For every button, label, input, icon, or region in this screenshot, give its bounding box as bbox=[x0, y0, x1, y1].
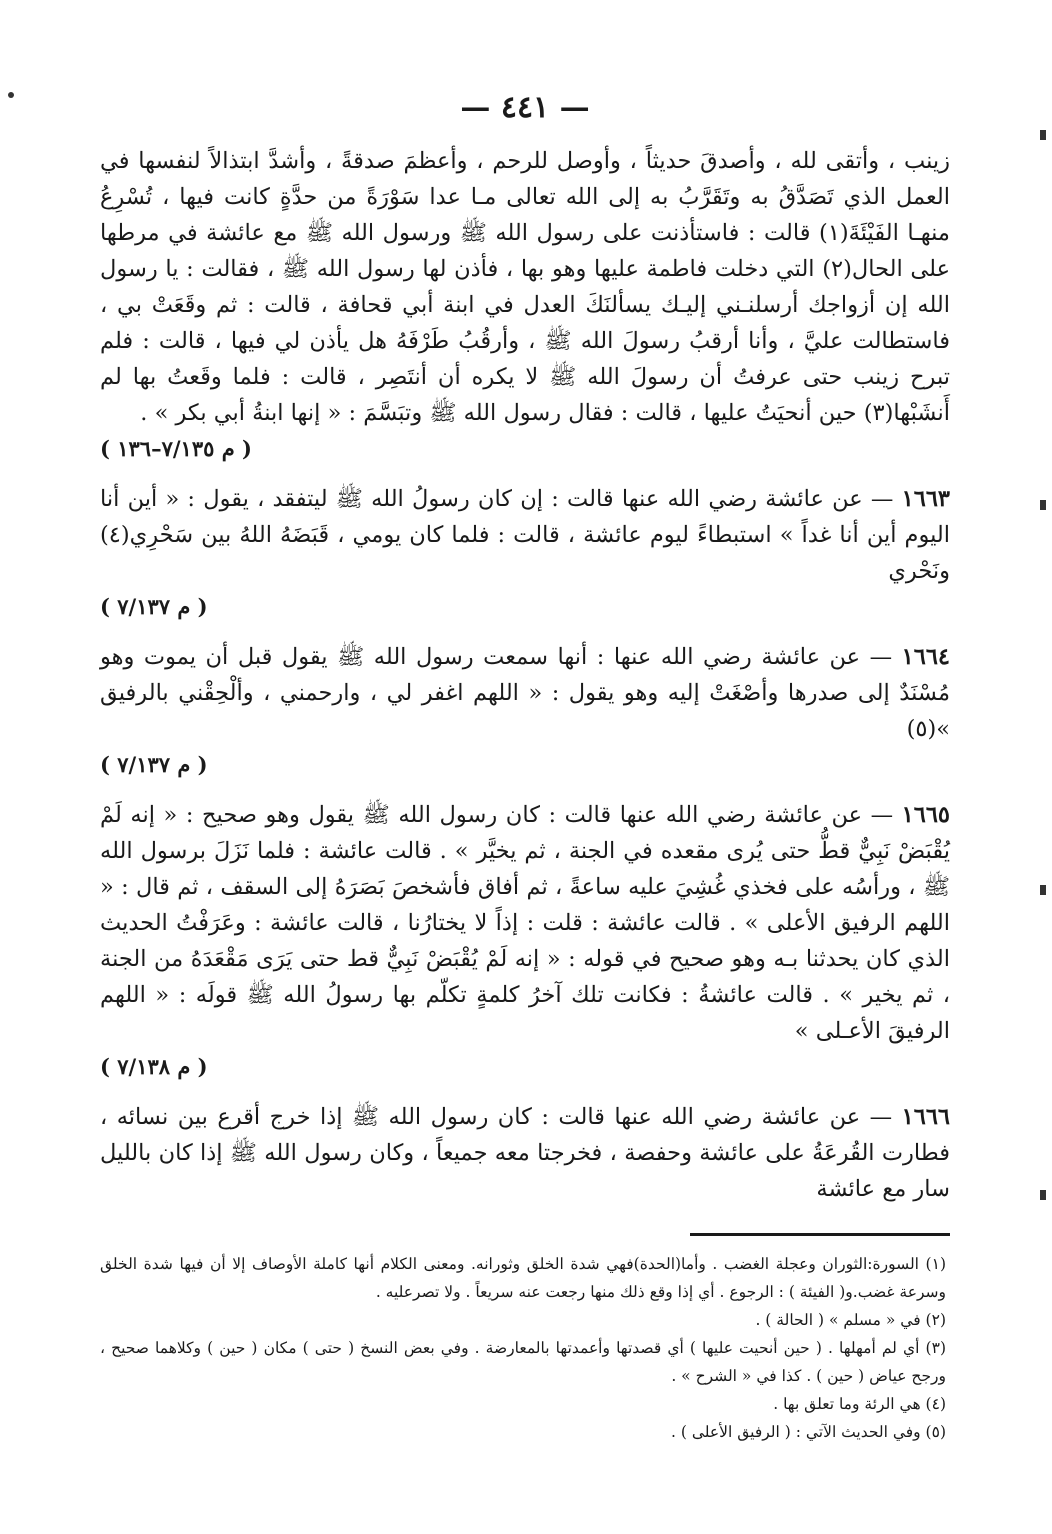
hadith-text: — عن عائشة رضي الله عنها قالت : كان رسول الله ﷺ يقول وهو صحيح : « إنه لَمْ يُقْبَضْ نَبِيٌّ قطُّ حتى يُرى مقعده في الجنة ، ثم يخيَّر » . قالت عائشة : فلما نَزَلَ برسول الله ﷺ ، ورأسُه على فخذي غُشِيَ عليه ساعةً ، ثم أفاق فأشخصَ بَصَرَهُ إلى السقف ، ثم قال : « اللهم الرفيق الأعلى » . قالت عائشة : قلت : إذاً لا يختارُنا ، قالت عائشة : وعَرَفْتُ الحديث الذي كان يحدثنا بـه وهو صحيح في قوله : « إنه لَمْ يُقْبَضْ نَبِيٌّ قط حتى يَرَى مَقْعَدَهُ من الجنة ، ثم يخير » . قالت عائشةُ : فكانت تلك آخرُ كلمةٍ تكلّم بها رسولُ الله ﷺ قولَه : « اللهم الرفيقَ الأعـلى » bbox=[100, 802, 950, 1044]
intro-text: زينب ، وأتقى لله ، وأصدقَ حديثاً ، وأوصل للرحم ، وأعظمَ صدقةً ، وأشدَّ ابتذالاً لنفسها في العمل الذي تَصَدَّقُ به وتَقَرَّبُ به إلى الله تعالى مـا عدا سَوْرَةً من حدَّةٍ كانت فيها ، تُسْرِعُ منهـا الفَيْئَةَ(١) قالت : فاستأذنت على رسول الله ﷺ ورسول الله ﷺ مع عائشة في مرطها على الحال(٢) التي دخلت فاطمة عليها وهو بها ، فأذن لها رسول الله ﷺ ، فقالت : يا رسول الله إن أزواجك أرسلنـني إليـك يسألنَكَ العدل في ابنة أبي قحافة ، قالت : ثم وقَعَتْ بي ، فاستطالت عليَّ ، وأنا أرقبُ رسولَ الله ﷺ ، وأرقُبُ طَرْفَهُ هل يأذن لي فيها ، قالت : فلم تبرح زينب حتى عرفتُ أن رسولَ الله ﷺ لا يكره أن أنتَصِر ، قالت : فلما وقَعتُ بها لم أَنشَبْها(٣) حين أنحيَتُ عليها ، قالت : فقال رسول الله ﷺ وتبَسَّمَ : « إنها ابنةُ أبي بكر » . bbox=[100, 148, 950, 426]
hadith-1664 bbox=[100, 639, 950, 781]
hadith-number: ١٦٦٣ bbox=[901, 486, 950, 512]
hadith-text: — عن عائشة رضي الله عنها قالت : كان رسول الله ﷺ إذا خرج أقرع بين نسائه ، فطارت القُرعَةُ على عائشة وحفصة ، فخرجتا معه جميعاً ، وكان رسول الله ﷺ إذا كان بالليل سار مع عائشة bbox=[100, 1104, 950, 1202]
footnotes bbox=[100, 1250, 950, 1446]
hadith-1666 bbox=[100, 1099, 950, 1207]
hadith-text: — عن عائشة رضي الله عنها : أنها سمعت رسول الله ﷺ يقول قبل أن يموت وهو مُسْنَدٌ إلى صدرها وأصْغَتْ إليه وهو يقول : « اللهم اغفر لي ، وارحمني ، وألْحِقْني بالرفيق »(٥) bbox=[100, 644, 950, 742]
footnote-2: (٢) في « مسلم » ( الحالة ) . bbox=[755, 1311, 946, 1329]
hadith-1663 bbox=[100, 481, 950, 623]
scan-speck bbox=[1040, 130, 1046, 140]
intro-paragraph bbox=[100, 143, 950, 465]
footnote-1: (١) السورة:الثوران وعجلة الغضب . وأما(الحدة)فهي شدة الخلق وثورانه. ومعنى الكلام أنها كاملة الأوصاف إلا أن فيها شدة الخلق وسرعة غضب.و( الفيئة ) : الرجوع . أي إذا وقع ذلك منها رجعت عنه سريعاً . ولا تصرعليه . bbox=[100, 1255, 946, 1301]
document-page bbox=[100, 90, 950, 1446]
scan-speck bbox=[1040, 500, 1046, 510]
hadith-text: — عن عائشة رضي الله عنها قالت : إن كان رسولُ الله ﷺ ليتفقد ، يقول : « أين أنا اليوم أين أنا غداً » استبطاءً ليوم عائشة ، قالت : فلما كان يومي ، قَبَضَهُ اللهُ بين سَحْرِي(٤) ونَحْري bbox=[100, 486, 950, 584]
hadith-reference: ( م ٧/١٣٨ ) bbox=[100, 1054, 208, 1079]
footnote-3: (٣) أي لم أمهلها . ( حين أنحيت عليها ) أي قصدتها وأعمدتها بالمعارضة . وفي بعض النسخ ( حتى ) مكان ( حين ) وكلاهما صحيح ، ورجح عياض ( حين ) . كذا في « الشرح » . bbox=[100, 1339, 946, 1385]
footnote-4: (٤) هي الرئة وما تعلق بها . bbox=[773, 1395, 946, 1413]
scan-speck bbox=[1040, 885, 1046, 895]
hadith-number: ١٦٦٥ bbox=[901, 802, 950, 828]
intro-reference: ( م ٧/١٣٥–١٣٦ ) bbox=[100, 436, 252, 461]
scan-speck bbox=[8, 92, 14, 98]
hadith-reference: ( م ٧/١٣٧ ) bbox=[100, 752, 208, 777]
page-number: — ٤٤١ — bbox=[460, 90, 590, 125]
scan-speck bbox=[1040, 1190, 1046, 1200]
footnote-5: (٥) وفي الحديث الآتي : ( الرفيق الأعلى ) . bbox=[671, 1423, 946, 1441]
hadith-reference: ( م ٧/١٣٧ ) bbox=[100, 594, 208, 619]
hadith-number: ١٦٦٤ bbox=[901, 644, 950, 670]
footnote-divider bbox=[690, 1233, 950, 1236]
hadith-number: ١٦٦٦ bbox=[901, 1104, 950, 1130]
hadith-1665 bbox=[100, 797, 950, 1083]
